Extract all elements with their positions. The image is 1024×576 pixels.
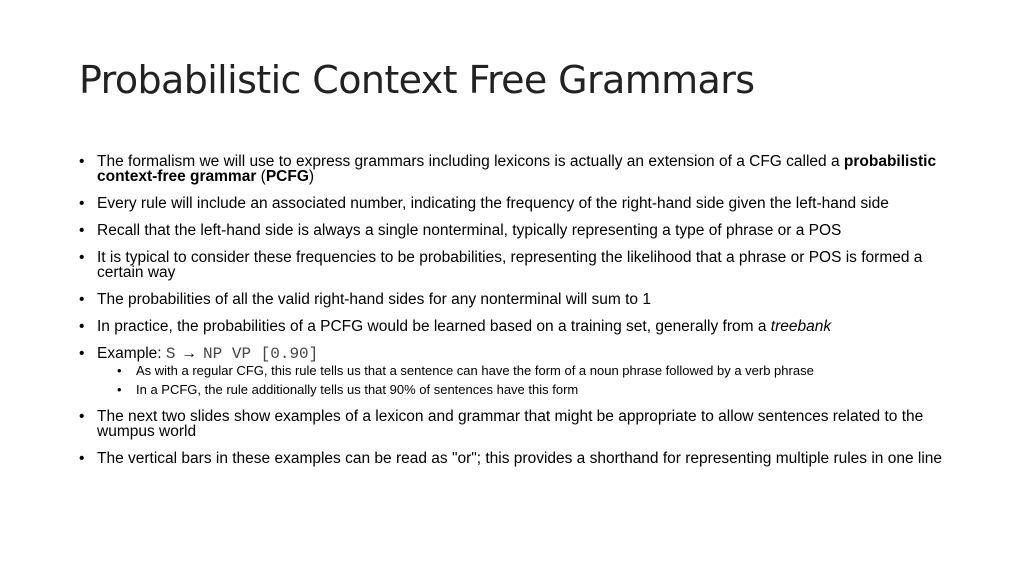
bold-acronym: PCFG (265, 168, 309, 185)
sub-bullet-text: As with a regular CFG, this rule tells us that a sentence can have the form of a noun phrase followed by a verb phrase (136, 363, 814, 378)
bullet-text: The formalism we will use to express grammars including lexicons is actually an extension of a CFG called a (97, 153, 844, 170)
bullet-item-probabilities (79, 250, 959, 280)
bold-term: probabilistic context-free grammar (97, 153, 937, 185)
bullet-item-left-hand-side (79, 223, 959, 238)
bullet-icon: • (79, 345, 85, 362)
bullet-icon: • (79, 153, 85, 170)
sub-bullet-text: In a PCFG, the rule additionally tells us that 90% of sentences have this form (136, 382, 579, 397)
italic-term: treebank (770, 318, 832, 335)
bullet-icon: • (79, 195, 85, 212)
paren-open: ( (256, 168, 266, 185)
sub-bullet-list (97, 364, 959, 397)
bullet-item-next-slides (79, 409, 959, 439)
sub-bullet-item (117, 364, 959, 378)
bullet-icon: • (117, 382, 122, 397)
bullet-item-vertical-bars (79, 451, 959, 466)
bullet-icon: • (79, 249, 85, 266)
example-label: Example: (97, 345, 166, 362)
bullet-item-treebank (79, 319, 959, 334)
bullet-item-example (79, 346, 959, 397)
bullet-text: The next two slides show examples of a lexicon and grammar that might be appropriate to allow sentences related to the wumpus world (97, 408, 924, 440)
bullet-icon: • (117, 363, 122, 378)
bullet-list (79, 154, 959, 466)
rule-lhs: S (165, 345, 176, 363)
bullet-icon: • (79, 318, 85, 335)
bullet-icon: • (79, 450, 85, 467)
arrow-right-icon: → (181, 345, 198, 362)
bullet-item-rule-number (79, 196, 959, 211)
bullet-text: The vertical bars in these examples can be read as "or"; this provides a shorthand for representing multiple rules in one line (97, 450, 943, 467)
bullet-item-pcfg-definition (79, 154, 959, 184)
bullet-icon: • (79, 408, 85, 425)
bullet-item-sum-to-one (79, 292, 959, 307)
bullet-text: Every rule will include an associated number, indicating the frequency of the right-hand side given the left-hand side (97, 195, 889, 212)
bullet-icon: • (79, 222, 85, 239)
bullet-icon: • (79, 291, 85, 308)
sub-bullet-item (117, 383, 959, 397)
slide-title: Probabilistic Context Free Grammars (79, 58, 755, 102)
bullet-text: It is typical to consider these frequencies to be probabilities, representing the likelihood that a phrase or POS is formed a certain way (97, 249, 923, 281)
bullet-text: Recall that the left-hand side is always a single nonterminal, typically representing a type of phrase or a POS (97, 222, 842, 239)
paren-close: ) (308, 168, 315, 185)
bullet-text: The probabilities of all the valid right-hand sides for any nonterminal will sum to 1 (97, 291, 651, 308)
bullet-text: In practice, the probabilities of a PCFG would be learned based on a training set, generally from a (97, 318, 771, 335)
slide-body (79, 154, 959, 478)
rule-rhs: NP VP [0.90] (203, 345, 319, 363)
